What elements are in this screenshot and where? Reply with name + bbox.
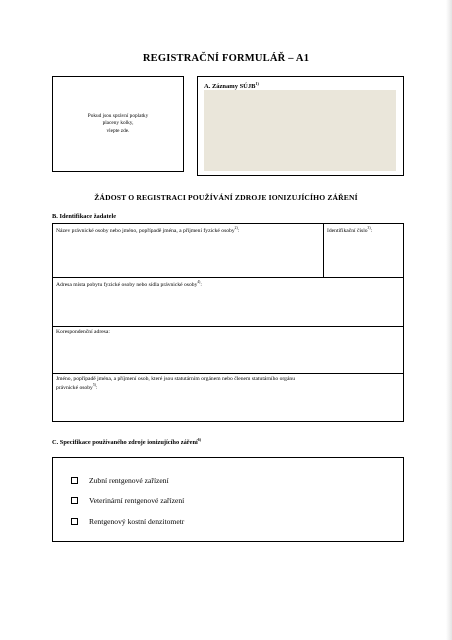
records-footnote: 1)	[255, 81, 259, 86]
records-label	[204, 81, 259, 90]
statutory-footnote: 5)	[92, 383, 96, 388]
section-c-title	[52, 438, 201, 446]
row-statutory	[53, 374, 403, 421]
address-field-label: Adresa místa pobytu fyzické osoby nebo sídla právnické osoby	[56, 281, 198, 288]
option-label: Veterinární rentgenové zařízení	[89, 496, 185, 505]
id-number-field[interactable]: Identifikační číslo$^{3)}$:	[327, 226, 373, 234]
name-field-footnote: 2)	[234, 226, 238, 230]
records-label-text: A. Záznamy SÚJB	[204, 83, 256, 91]
row-address	[53, 278, 403, 327]
id-number-label: Identifikační číslo	[327, 227, 368, 234]
row-name-id	[53, 224, 403, 278]
option-bone-densitometer[interactable]	[71, 517, 184, 526]
fee-stamp-text	[88, 113, 148, 134]
section-b-title: B. Identifikace žadatele	[52, 213, 117, 220]
column-divider	[323, 224, 324, 277]
option-dental-xray[interactable]	[71, 476, 169, 485]
fee-stamp-box	[52, 76, 184, 172]
option-label: Rentgenový kostní denzitometr	[89, 517, 185, 526]
checkbox-icon[interactable]	[71, 477, 78, 484]
fee-stamp-line: vlepte zde.	[106, 127, 130, 134]
records-area	[204, 90, 396, 171]
address-field-footnote: 4)	[197, 280, 201, 284]
records-box	[197, 76, 404, 176]
page-edge-shadow	[446, 0, 452, 640]
section-c-footnote: 6)	[197, 438, 201, 442]
option-veterinary-xray[interactable]	[71, 496, 184, 505]
name-field-label: Název právnické osoby nebo jméno, popřípadě jména, a příjmení fyzické osoby	[56, 227, 235, 234]
section-c-title-text: C. Specifikace používaného zdroje ionizujícího záření	[52, 439, 198, 447]
fee-stamp-line: placeny kolky,	[102, 120, 134, 127]
form-title: REGISTRAČNÍ FORMULÁŘ – A1	[142, 53, 310, 64]
checkbox-icon[interactable]	[71, 497, 78, 504]
option-label: Zubní rentgenové zařízení	[89, 476, 169, 485]
id-number-footnote: 3)	[367, 226, 371, 230]
statutory-field[interactable]: Jméno, popřípadě jména, a příjmení osob, které jsou statutárním orgánem nebo členem statutárního orgánu právnické osoby$^{5)}$:	[56, 376, 296, 392]
statutory-label-line1: Jméno, popřípadě jména, a příjmení osob, které jsou statutárním orgánem nebo členem statutárního orgánu	[56, 376, 296, 382]
name-field[interactable]: Název právnické osoby nebo jméno, popřípadě jména, a příjmení fyzické osoby$^{2)}$:	[56, 226, 240, 234]
applicant-table	[52, 223, 404, 422]
fee-stamp-line: Pokud jsou správní poplatky	[87, 113, 149, 120]
address-field[interactable]: Adresa místa pobytu fyzické osoby nebo sídla právnické osoby$^{4)}$:	[56, 280, 202, 288]
row-correspondence	[53, 327, 403, 374]
checkbox-icon[interactable]	[71, 518, 78, 525]
source-options-box	[52, 457, 404, 542]
correspondence-field[interactable]: Korespondenční adresa:	[56, 329, 110, 335]
request-heading: ŽÁDOST O REGISTRACI POUŽÍVÁNÍ ZDROJE IONIZUJÍCÍHO ZÁŘENÍ	[94, 193, 358, 202]
statutory-label-line2: právnické osoby	[56, 385, 93, 392]
